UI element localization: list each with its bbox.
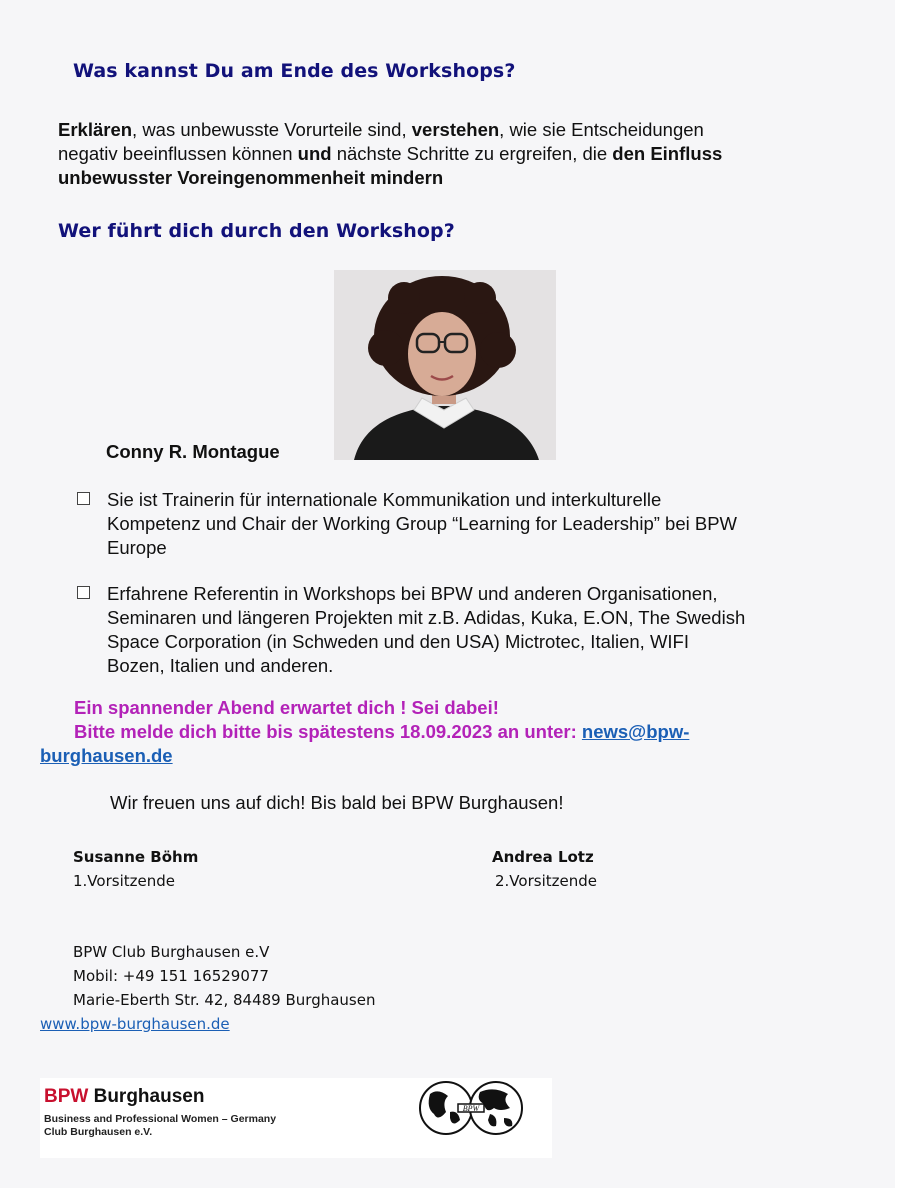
logo-subtitle-line-2: Club Burghausen e.V. [44, 1126, 153, 1138]
outcome-word-understand: verstehen [411, 119, 500, 140]
signatory-name-2: Andrea Lotz [492, 848, 594, 866]
portrait-illustration [334, 270, 556, 460]
invite-line-3 [40, 744, 173, 768]
bpw-logo-banner [40, 1078, 552, 1158]
globe-icon [406, 1078, 552, 1158]
outcome-text: nächste Schritte zu ergreifen, die [331, 143, 613, 164]
footer-mobile: Mobil: +49 151 16529077 [73, 967, 269, 985]
outcome-text: , wie sie Entscheidungen [499, 119, 704, 140]
logo-title [44, 1086, 204, 1108]
signatory-name-1: Susanne Böhm [73, 848, 199, 866]
bullet-item-2 [107, 582, 887, 678]
outcome-text: negativ beeinflussen können [58, 143, 298, 164]
trainer-name: Conny R. Montague [106, 441, 280, 462]
outcome-paragraph [58, 118, 858, 190]
email-link[interactable]: news@bpw- [581, 721, 690, 742]
bullet-item-1 [107, 488, 887, 560]
website-link[interactable]: www.bpw-burghausen.de [40, 1015, 230, 1033]
footer-contact [73, 940, 375, 1012]
logo-prefix: BPW [44, 1086, 89, 1107]
outcome-word-and: und [297, 143, 332, 164]
outcome-word-explain: Erklären [58, 119, 133, 140]
invite-line-1: Ein spannender Abend erwartet dich ! Sei dabei! [74, 697, 499, 718]
footer-org: BPW Club Burghausen e.V [73, 943, 270, 961]
bullet-line: Sie ist Trainerin für internationale Kommunikation und interkulturelle [107, 489, 662, 510]
heading-workshop-outcome: Was kannst Du am Ende des Workshops? [73, 60, 516, 82]
bullet-line: Kompetenz und Chair der Working Group “Learning for Leadership” bei BPW [107, 513, 738, 534]
outcome-bold-text: den Einfluss [612, 143, 723, 164]
heading-workshop-leader: Wer führt dich durch den Workshop? [58, 220, 455, 242]
invite-text: Bitte melde dich bitte bis spätestens 18.09.2023 an unter: [74, 721, 582, 742]
logo-subtitle-line-1: Business and Professional Women – Germany [44, 1113, 277, 1125]
footer-address: Marie-Eberth Str. 42, 84489 Burghausen [73, 991, 376, 1009]
outcome-line-1 [58, 118, 858, 142]
signatory-role-1: 1.Vorsitzende [73, 872, 175, 890]
email-link-continued[interactable]: burghausen.de [40, 745, 173, 766]
invite-line-2 [74, 720, 689, 744]
outcome-text: , was unbewusste Vorurteile sind, [132, 119, 412, 140]
bullet-line: Bozen, Italien und anderen. [107, 655, 334, 676]
emblem-text: BPW [462, 1104, 480, 1113]
bullet-line: Seminaren und längeren Projekten mit z.B. Adidas, Kuka, E.ON, The Swedish [107, 607, 746, 628]
logo-title-rest: Burghausen [88, 1086, 205, 1107]
checkbox-bullet-icon [77, 586, 90, 599]
signatory-role-2: 2.Vorsitzende [495, 872, 597, 890]
trainer-photo [334, 270, 556, 460]
closing-text: Wir freuen uns auf dich! Bis bald bei BPW Burghausen! [110, 792, 564, 813]
bullet-line: Erfahrene Referentin in Workshops bei BPW und anderen Organisationen, [107, 583, 718, 604]
bullet-line: Space Corporation (in Schweden und den USA) Mictrotec, Italien, WIFI [107, 631, 689, 652]
logo-subtitle [44, 1113, 276, 1139]
outcome-line-2 [58, 142, 858, 166]
outcome-line-3: unbewusster Voreingenommenheit mindern [58, 167, 444, 188]
bullet-line: Europe [107, 537, 167, 558]
checkbox-bullet-icon [77, 492, 90, 505]
